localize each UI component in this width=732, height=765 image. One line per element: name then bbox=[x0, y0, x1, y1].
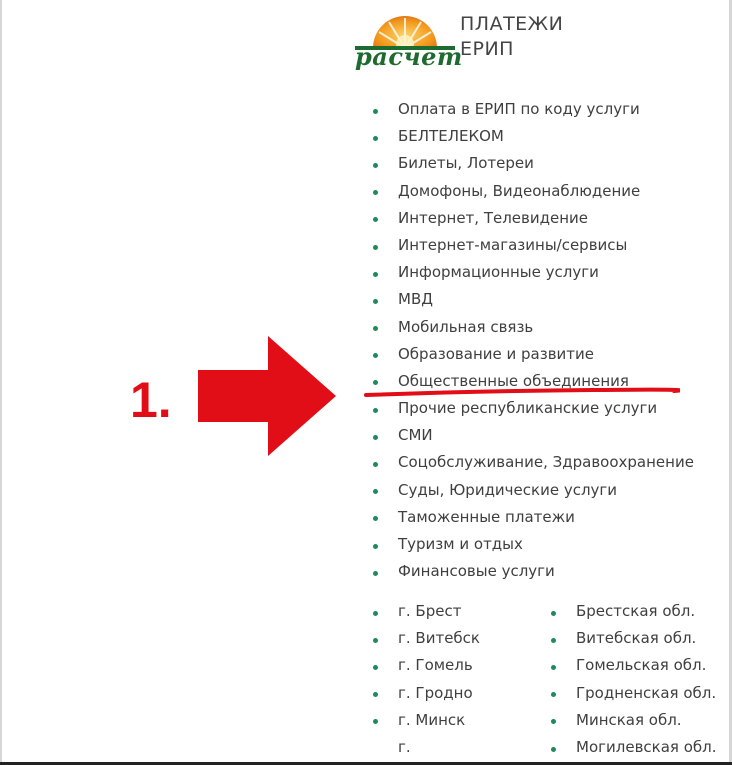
category-item[interactable] bbox=[370, 477, 694, 504]
category-item[interactable] bbox=[370, 259, 694, 286]
step-number-annotation: 1. bbox=[130, 372, 172, 428]
category-label: Общественные объединения bbox=[398, 371, 629, 390]
category-label: Таможенные платежи bbox=[398, 507, 575, 526]
category-item[interactable] bbox=[370, 123, 694, 150]
city-item[interactable] bbox=[370, 707, 480, 734]
bullet-icon bbox=[373, 665, 378, 670]
region-label: Гомельская обл. bbox=[576, 656, 707, 675]
bullet-icon bbox=[373, 299, 378, 304]
category-label: Соцобслуживание, Здравоохранение bbox=[398, 453, 694, 472]
bullet-icon bbox=[373, 544, 378, 549]
category-label: МВД bbox=[398, 290, 433, 309]
bullet-icon bbox=[373, 719, 378, 724]
bullet-icon bbox=[373, 109, 378, 114]
region-item[interactable] bbox=[548, 598, 716, 625]
category-label: Туризм и отдых bbox=[398, 535, 523, 553]
bullet-icon bbox=[373, 611, 378, 616]
category-item[interactable] bbox=[370, 422, 694, 449]
bullet-icon bbox=[551, 747, 556, 752]
city-label: г. Гродно bbox=[398, 683, 473, 702]
category-label: Информационные услуги bbox=[398, 263, 599, 282]
region-item[interactable] bbox=[548, 707, 716, 734]
category-label: Билеты, Лотереи bbox=[398, 154, 534, 173]
category-item[interactable] bbox=[370, 232, 694, 259]
bullet-icon bbox=[373, 462, 378, 467]
category-item[interactable] bbox=[370, 96, 694, 123]
category-label: Прочие республиканские услуги bbox=[398, 399, 658, 418]
category-label: СМИ bbox=[398, 426, 433, 445]
bullet-icon bbox=[373, 326, 378, 331]
category-label: Оплата в ЕРИП по коду услуги bbox=[398, 100, 640, 118]
region-item[interactable] bbox=[548, 652, 716, 679]
bullet-icon bbox=[551, 719, 556, 724]
bullet-icon bbox=[373, 638, 378, 643]
region-label: Гродненская обл. bbox=[576, 683, 717, 702]
city-item[interactable] bbox=[370, 680, 480, 707]
region-label: Минская обл. bbox=[576, 710, 682, 729]
title-line-2: ЕРИП bbox=[460, 38, 514, 60]
category-label: Образование и развитие bbox=[398, 344, 595, 363]
city-label: г. bbox=[398, 737, 411, 756]
region-label: Брестская обл. bbox=[576, 602, 696, 620]
city-label: г. Гомель bbox=[398, 656, 473, 675]
category-label: Домофоны, Видеонаблюдение bbox=[398, 181, 641, 200]
category-list bbox=[370, 96, 694, 585]
bullet-icon bbox=[373, 245, 378, 250]
category-label: БЕЛТЕЛЕКОМ bbox=[398, 127, 504, 146]
city-label: г. Минск bbox=[398, 710, 466, 729]
category-item[interactable] bbox=[370, 531, 694, 558]
region-item[interactable] bbox=[548, 625, 716, 652]
category-item[interactable] bbox=[370, 205, 694, 232]
category-item[interactable] bbox=[370, 558, 694, 585]
region-item[interactable] bbox=[548, 734, 716, 761]
bullet-icon bbox=[373, 136, 378, 141]
red-arrow-icon bbox=[198, 336, 338, 456]
bullet-icon bbox=[373, 692, 378, 697]
logo-text: расчет bbox=[355, 42, 463, 71]
city-item[interactable] bbox=[370, 734, 480, 761]
region-label: Могилевская обл. bbox=[576, 737, 717, 756]
raschet-logo[interactable] bbox=[355, 4, 463, 74]
category-item[interactable] bbox=[370, 150, 694, 177]
red-underline-annotation bbox=[362, 382, 680, 402]
category-label: Интернет, Телевидение bbox=[398, 208, 589, 227]
bullet-icon bbox=[551, 665, 556, 670]
region-label: Витебская обл. bbox=[576, 629, 697, 648]
city-item[interactable] bbox=[370, 598, 480, 625]
bullet-icon bbox=[373, 489, 378, 494]
category-label: Интернет-магазины/сервисы bbox=[398, 235, 628, 254]
region-list bbox=[548, 598, 716, 761]
bullet-icon bbox=[551, 611, 556, 616]
category-item[interactable] bbox=[370, 286, 694, 313]
bullet-icon bbox=[551, 638, 556, 643]
title-line-1: ПЛАТЕЖИ bbox=[460, 13, 564, 35]
bullet-icon bbox=[373, 571, 378, 576]
left-frame-border bbox=[0, 0, 2, 765]
page-title bbox=[460, 12, 563, 62]
bullet-icon bbox=[373, 217, 378, 222]
bullet-icon bbox=[373, 516, 378, 521]
category-item[interactable] bbox=[370, 341, 694, 368]
bullet-icon bbox=[373, 272, 378, 277]
bullet-icon bbox=[373, 353, 378, 358]
region-item[interactable] bbox=[548, 680, 716, 707]
city-item[interactable] bbox=[370, 652, 480, 679]
bullet-icon bbox=[373, 163, 378, 168]
category-label: Суды, Юридические услуги bbox=[398, 480, 618, 499]
city-list bbox=[370, 598, 480, 761]
category-label: Мобильная связь bbox=[398, 317, 534, 336]
bullet-icon bbox=[373, 435, 378, 440]
bullet-icon bbox=[551, 692, 556, 697]
category-item[interactable] bbox=[370, 314, 694, 341]
category-item[interactable] bbox=[370, 178, 694, 205]
category-item[interactable] bbox=[370, 449, 694, 476]
city-label: г. Витебск bbox=[398, 629, 480, 648]
city-label: г. Брест bbox=[398, 602, 462, 620]
bullet-icon bbox=[373, 190, 378, 195]
bullet-icon bbox=[373, 408, 378, 413]
city-item[interactable] bbox=[370, 625, 480, 652]
category-label: Финансовые услуги bbox=[398, 562, 555, 581]
category-item[interactable] bbox=[370, 504, 694, 531]
